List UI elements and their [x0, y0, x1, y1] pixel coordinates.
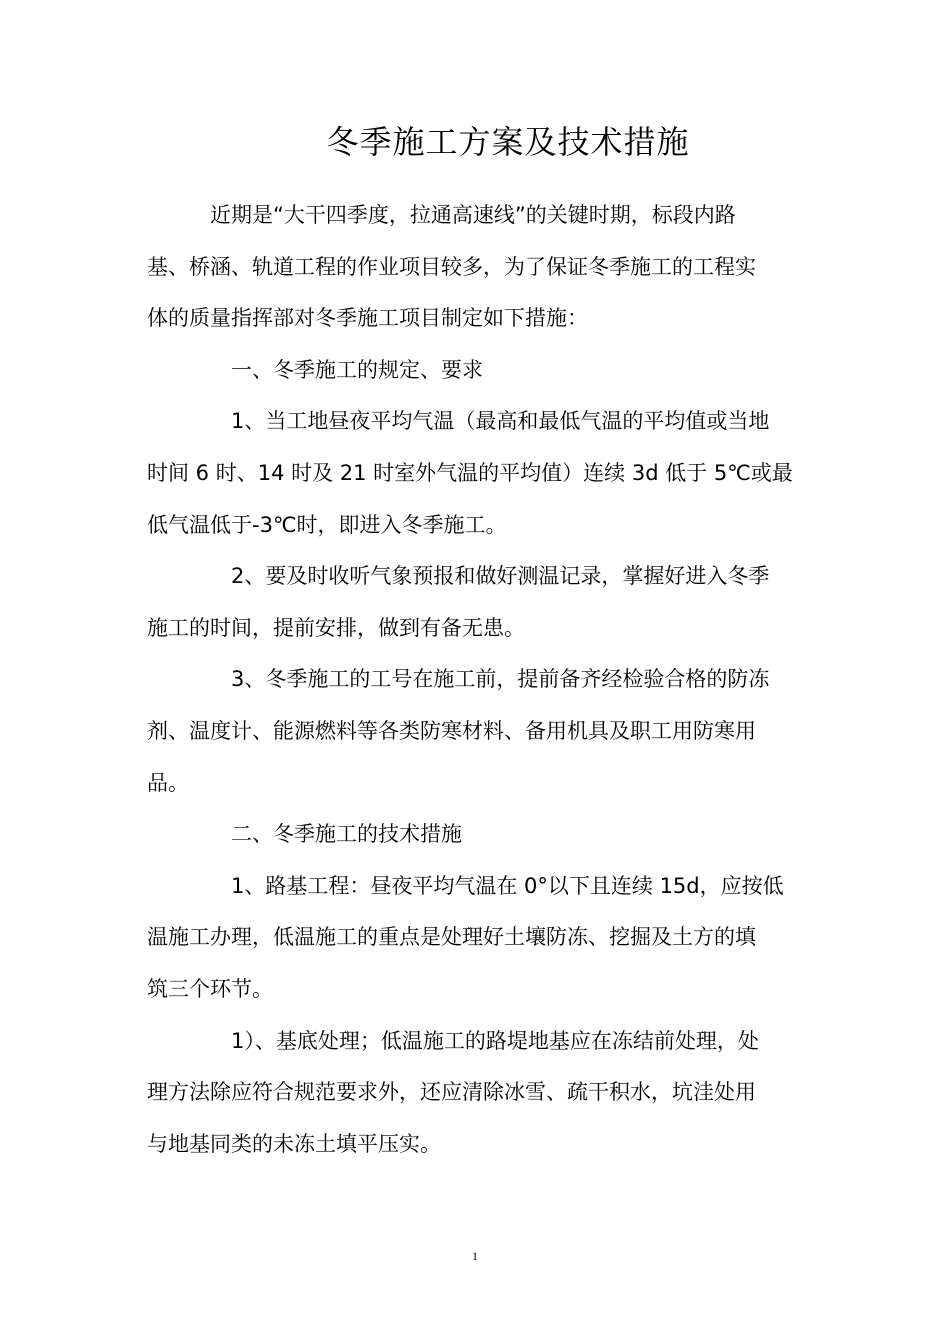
text-line: 低气温低于-3℃时，即进入冬季施工。 — [147, 512, 507, 537]
text-line: 1）、基底处理；低温施工的路堤地基应在冻结前处理，处 — [147, 1028, 759, 1053]
page-number: 1 — [472, 1249, 478, 1263]
text-line: 体的质量指挥部对冬季施工项目制定如下措施： — [147, 306, 588, 331]
section-heading: 一、冬季施工的规定、要求 — [147, 357, 483, 382]
text-line: 施工的时间，提前安排，做到有备无患。 — [147, 615, 525, 640]
text-line: 1、当工地昼夜平均气温（最高和最低气温的平均值或当地 — [147, 409, 770, 434]
text-line: 温施工办理，低温施工的重点是处理好土壤防冻、挖掘及土方的填 — [147, 925, 756, 950]
text-line: 近期是“大干四季度，拉通高速线”的关键时期，标段内路 — [147, 203, 736, 227]
text-line: 2、要及时收听气象预报和做好测温记录，掌握好进入冬季 — [147, 564, 770, 589]
text-line: 筑三个环节。 — [147, 976, 273, 1001]
text-line: 品。 — [147, 770, 189, 795]
text-line: 剂、温度计、能源燃料等各类防寒材料、备用机具及职工用防寒用 — [147, 718, 756, 743]
text-line: 基、桥涵、轨道工程的作业项目较多，为了保证冬季施工的工程实 — [147, 254, 756, 279]
section-heading: 二、冬季施工的技术措施 — [147, 822, 462, 847]
document-body — [147, 190, 807, 1170]
text-line: 理方法除应符合规范要求外，还应清除冰雪、疏干积水，坑洼处用 — [147, 1080, 756, 1105]
text-line: 时间 6 时、14 时及 21 时室外气温的平均值）连续 3d 低于 5℃或最 — [147, 460, 793, 485]
document-title: 冬季施工方案及技术措施 — [326, 123, 690, 161]
text-line: 与地基同类的未冻土填平压实。 — [147, 1131, 441, 1156]
text-line: 1、路基工程：昼夜平均气温在 0°以下且连续 15d，应按低 — [147, 873, 784, 898]
text-line: 3、冬季施工的工号在施工前，提前备齐经检验合格的防冻 — [147, 667, 770, 692]
